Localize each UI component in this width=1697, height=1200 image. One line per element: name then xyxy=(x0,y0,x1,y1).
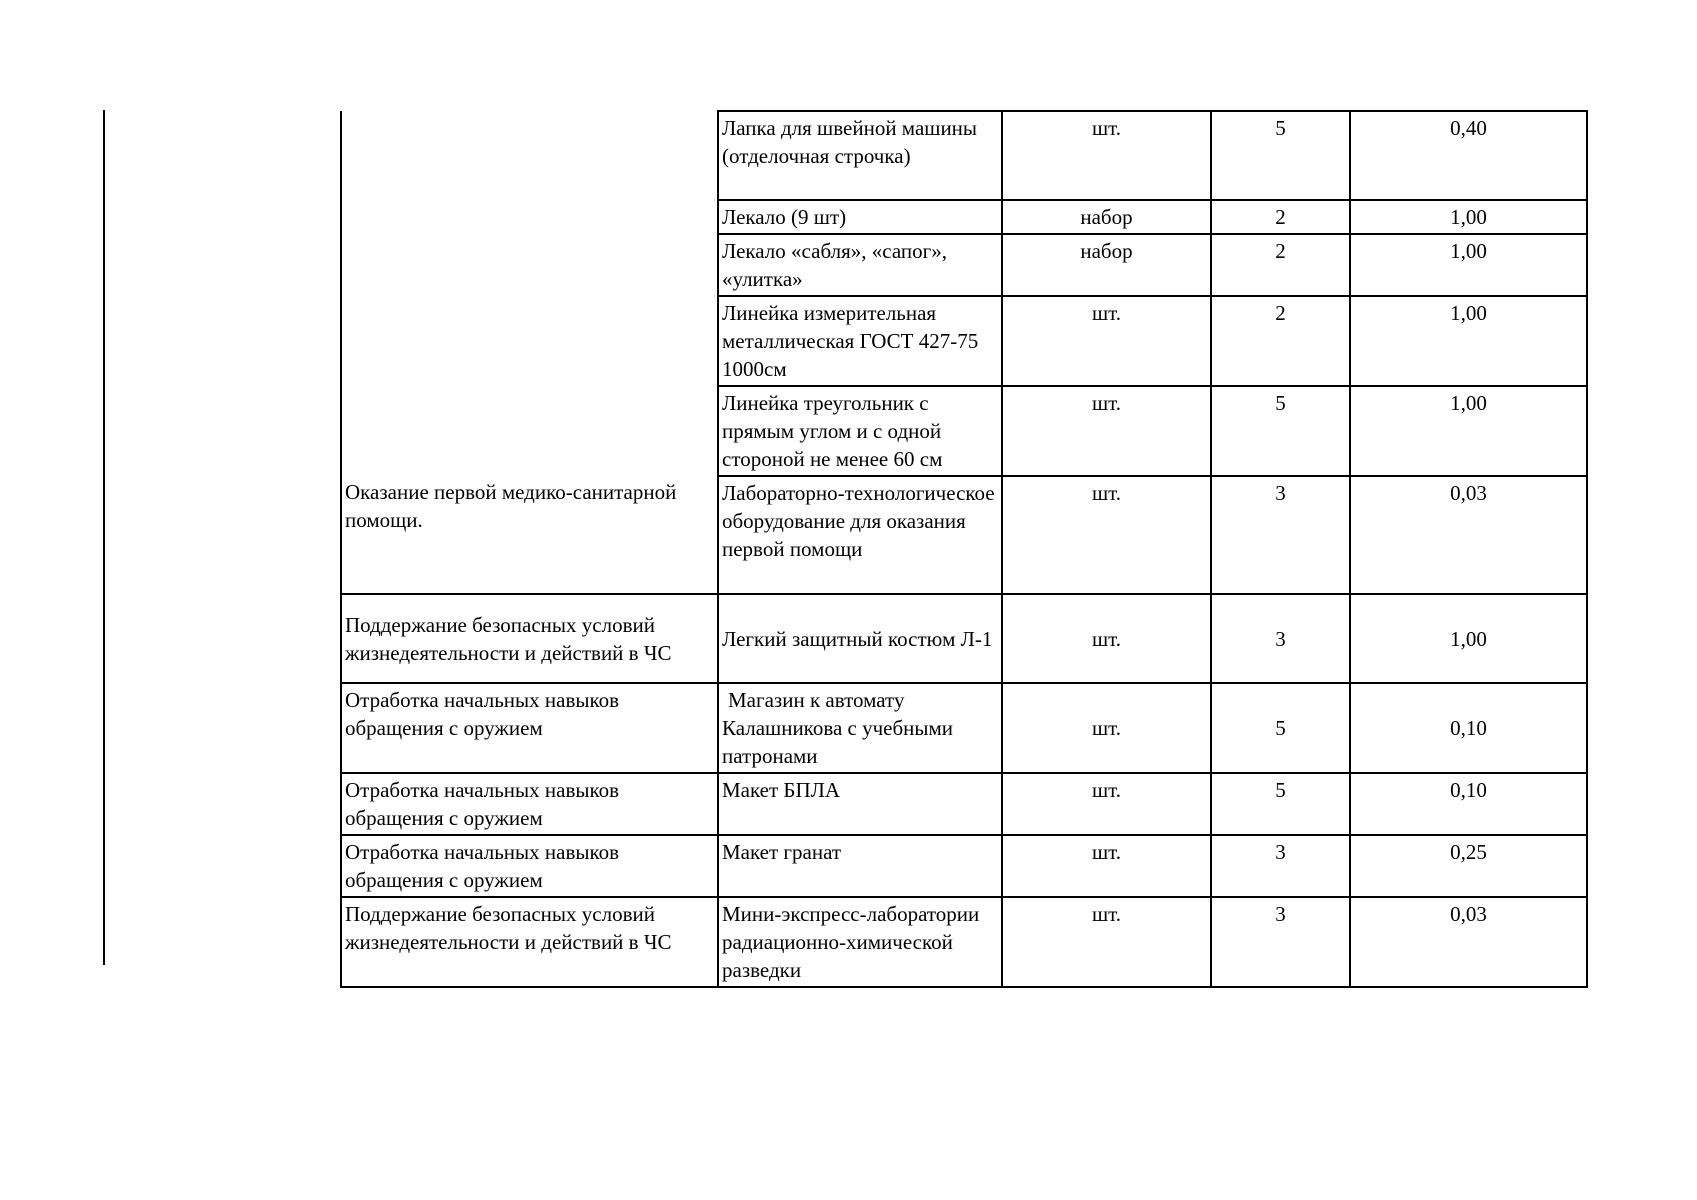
table-row xyxy=(341,835,1587,897)
table-row xyxy=(341,111,1587,200)
purpose-cell xyxy=(341,296,718,386)
qty-cell: 5 xyxy=(1211,111,1350,200)
unit-cell: шт. xyxy=(1002,897,1211,987)
item-cell: Макет гранат xyxy=(718,835,1002,897)
unit-cell: шт. xyxy=(1002,476,1211,594)
purpose-cell xyxy=(341,111,718,200)
table-row xyxy=(341,234,1587,296)
item-cell: Лекало (9 шт) xyxy=(718,200,1002,234)
purpose-cell: Поддержание безопасных условий жизнедеятельности и действий в ЧС xyxy=(341,897,718,987)
qty-cell: 3 xyxy=(1211,476,1350,594)
qty-cell: 3 xyxy=(1211,897,1350,987)
unit-cell: шт. xyxy=(1002,296,1211,386)
purpose-cell: Поддержание безопасных условий жизнедеятельности и действий в ЧС xyxy=(341,594,718,683)
coef-cell: 0,10 xyxy=(1350,683,1587,773)
table-row xyxy=(341,897,1587,987)
unit-cell: набор xyxy=(1002,234,1211,296)
coef-cell: 1,00 xyxy=(1350,594,1587,683)
item-cell: Магазин к автомату Калашникова с учебными патронами xyxy=(718,683,1002,773)
unit-cell: шт. xyxy=(1002,111,1211,200)
equipment-table xyxy=(340,110,1588,988)
qty-cell: 2 xyxy=(1211,296,1350,386)
purpose-cell: Оказание первой медико-санитарной помощи. xyxy=(341,476,718,594)
coef-cell: 0,03 xyxy=(1350,897,1587,987)
unit-cell: шт. xyxy=(1002,683,1211,773)
qty-cell: 3 xyxy=(1211,594,1350,683)
item-cell: Легкий защитный костюм Л-1 xyxy=(718,594,1002,683)
item-cell: Мини-экспресс-лаборатории радиационно-химической разведки xyxy=(718,897,1002,987)
page-left-rule xyxy=(103,110,105,965)
table-row xyxy=(341,773,1587,835)
unit-cell: набор xyxy=(1002,200,1211,234)
table-row xyxy=(341,200,1587,234)
coef-cell: 1,00 xyxy=(1350,296,1587,386)
coef-cell: 0,25 xyxy=(1350,835,1587,897)
unit-cell: шт. xyxy=(1002,773,1211,835)
coef-cell: 0,40 xyxy=(1350,111,1587,200)
coef-cell: 0,10 xyxy=(1350,773,1587,835)
item-cell: Макет БПЛА xyxy=(718,773,1002,835)
item-cell: Лабораторно-технологическое оборудование для оказания первой помощи xyxy=(718,476,1002,594)
item-cell: Линейка треугольник с прямым углом и с одной стороной не менее 60 см xyxy=(718,386,1002,476)
coef-cell: 0,03 xyxy=(1350,476,1587,594)
purpose-cell xyxy=(341,386,718,476)
purpose-cell: Отработка начальных навыков обращения с оружием xyxy=(341,683,718,773)
table-row xyxy=(341,594,1587,683)
purpose-cell: Отработка начальных навыков обращения с оружием xyxy=(341,773,718,835)
coef-cell: 1,00 xyxy=(1350,200,1587,234)
item-cell: Линейка измерительная металлическая ГОСТ 427-75 1000см xyxy=(718,296,1002,386)
qty-cell: 3 xyxy=(1211,835,1350,897)
unit-cell: шт. xyxy=(1002,594,1211,683)
unit-cell: шт. xyxy=(1002,835,1211,897)
qty-cell: 2 xyxy=(1211,234,1350,296)
coef-cell: 1,00 xyxy=(1350,234,1587,296)
coef-cell: 1,00 xyxy=(1350,386,1587,476)
item-cell: Лапка для швейной машины (отделочная строчка) xyxy=(718,111,1002,200)
unit-cell: шт. xyxy=(1002,386,1211,476)
qty-cell: 5 xyxy=(1211,773,1350,835)
purpose-cell: Отработка начальных навыков обращения с оружием xyxy=(341,835,718,897)
table-row xyxy=(341,296,1587,386)
table-row xyxy=(341,476,1587,594)
purpose-cell xyxy=(341,200,718,234)
table-row xyxy=(341,386,1587,476)
item-cell: Лекало «сабля», «сапог», «улитка» xyxy=(718,234,1002,296)
qty-cell: 5 xyxy=(1211,683,1350,773)
purpose-cell xyxy=(341,234,718,296)
qty-cell: 2 xyxy=(1211,200,1350,234)
qty-cell: 5 xyxy=(1211,386,1350,476)
table-row xyxy=(341,683,1587,773)
